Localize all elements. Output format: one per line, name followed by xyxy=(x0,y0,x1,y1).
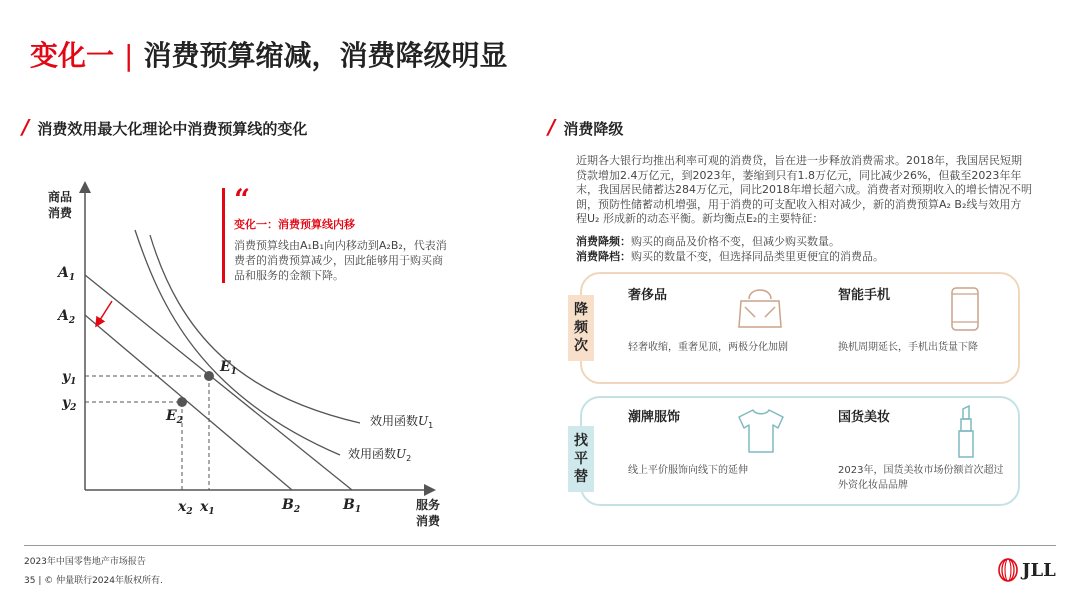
budget-line-a1b1 xyxy=(85,275,352,490)
left-section-heading xyxy=(22,115,307,139)
label-u2: 效用函数$U_2$ xyxy=(348,447,412,463)
quote-callout xyxy=(222,183,452,283)
label-y1: $y_1$ xyxy=(62,369,77,387)
label-a1: $A_1$ xyxy=(58,265,76,283)
title-red: 变化一 xyxy=(30,39,115,72)
label-e1: $E_1$ xyxy=(220,359,237,377)
card1-tag: 降频次 xyxy=(568,295,594,361)
card1-item2-desc: 换机周期延长，手机出货量下降 xyxy=(838,342,978,353)
jll-emblem-icon xyxy=(998,558,1018,582)
point-e2 xyxy=(177,397,187,407)
title-main: 消费预算缩减，消费降级明显 xyxy=(143,39,508,72)
point2-text: 购买的数量不变，但选择同品类里更便宜的消费品。 xyxy=(631,250,884,263)
point1-text: 购买的商品及价格不变，但减少购买数量。 xyxy=(631,235,840,248)
right-paragraph: 近期各大银行均推出利率可观的消费贷，旨在进一步释放消费需求。2018年，我国居民短期贷款增加2.4万亿元，到2023年，萎缩到只有1.8万亿元，同比减少26%，但截至2023年年末，我国居民储蓄达284万亿元，同比2018年增长超六成。消费者对预期收入的增长情况不明朗，预防性储蓄动机增强，用于消费的可支配收入相对减少，新的消费预算A₂ B₂线与效用方程U₂ 形成新的动态平衡。新均衡点E₂的主要特征： xyxy=(576,154,1032,225)
quote-title: 变化一：消费预算线内移 xyxy=(234,218,355,231)
card2-tag: 找平替 xyxy=(568,426,594,492)
label-x1: $x_1$ xyxy=(200,499,215,517)
right-heading-text: 消费降级 xyxy=(563,120,624,138)
lipstick-icon xyxy=(955,405,977,461)
footer-divider xyxy=(24,545,1056,546)
slash-icon: / xyxy=(22,115,30,139)
y-axis-title-2: 消费 xyxy=(47,206,73,220)
card1-item1-title: 奢侈品 xyxy=(628,288,668,303)
label-y2: $y_2$ xyxy=(62,395,77,413)
card2-item2-desc: 2023年，国货美妆市场份额首次超过外资化妆品品牌 xyxy=(838,465,1004,491)
quote-icon: “ xyxy=(234,183,251,216)
title-separator: | xyxy=(124,39,134,72)
label-b2: $B_2$ xyxy=(282,497,301,515)
shift-arrow xyxy=(98,301,112,323)
card2-item1-title: 潮牌服饰 xyxy=(628,410,681,425)
card2-item1-desc: 线上平价服饰向线下的延伸 xyxy=(628,465,748,476)
label-a2: $A_2$ xyxy=(58,308,76,326)
jll-logo xyxy=(998,556,1056,584)
quote-text: 消费预算线由A₁B₁向内移动到A₂B₂，代表消费者的消费预算减少，因此能够用于购买商品和服务的金额下降。 xyxy=(234,239,447,282)
jll-wordmark: JLL xyxy=(1022,559,1056,581)
right-section-heading xyxy=(548,115,623,139)
x-axis-title-2: 消费 xyxy=(415,514,441,528)
page-title xyxy=(30,34,507,74)
label-e2: $E_2$ xyxy=(166,408,183,426)
point2-label: 消费降档： xyxy=(576,250,631,263)
x-axis-title-1: 服务 xyxy=(415,498,441,512)
smartphone-icon xyxy=(950,286,982,332)
footer-page: 35 | © 仲量联行2024年版权所有. xyxy=(24,576,163,586)
card1-item2-title: 智能手机 xyxy=(838,288,891,303)
point-e1 xyxy=(204,371,214,381)
left-heading-text: 消费效用最大化理论中消费预算线的变化 xyxy=(37,120,308,138)
footer-report: 2023年中国零售地产市场报告 xyxy=(24,557,146,567)
card2-item2-title: 国货美妆 xyxy=(838,410,891,425)
y-axis-title-1: 商品 xyxy=(47,190,73,204)
right-key-points xyxy=(576,234,1032,264)
label-b1: $B_1$ xyxy=(343,497,362,515)
slash-icon: / xyxy=(548,115,556,139)
label-x2: $x_2$ xyxy=(178,499,193,517)
card1-item1-desc: 轻奢收缩，重奢见顶，两极分化加剧 xyxy=(628,342,788,353)
label-u1: 效用函数$U_1$ xyxy=(370,414,434,430)
tshirt-icon xyxy=(735,407,787,455)
point1-label: 消费降频： xyxy=(576,235,631,248)
handbag-icon xyxy=(735,285,785,331)
